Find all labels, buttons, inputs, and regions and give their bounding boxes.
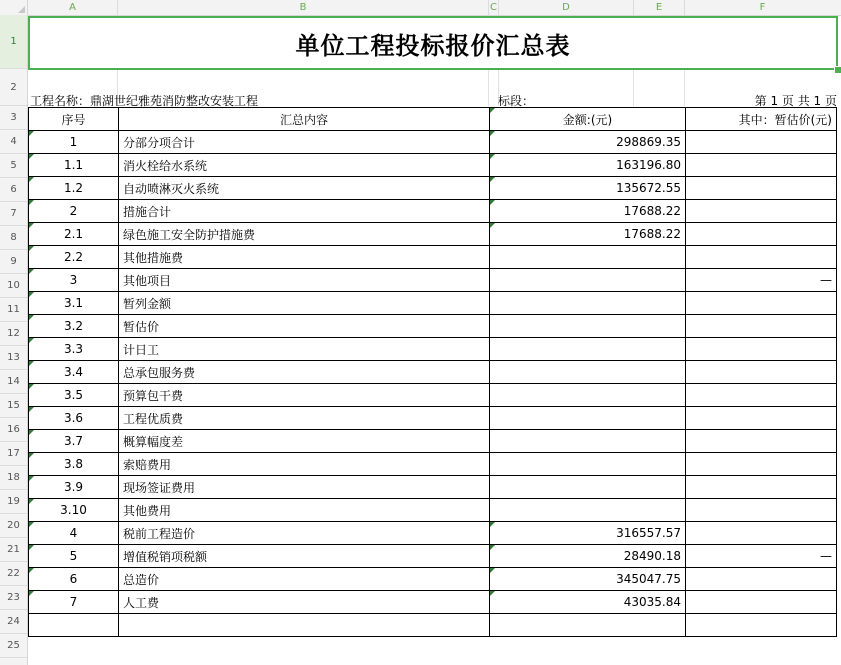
select-all-corner[interactable] (0, 0, 28, 15)
row-header[interactable]: 25 (0, 634, 27, 658)
fill-handle[interactable] (834, 66, 841, 74)
amount-cell-text: 28490.18 (623, 549, 681, 563)
number-stored-as-text-indicator (29, 499, 34, 504)
table-row (29, 361, 837, 384)
seq-cell-text: 3.2 (63, 319, 84, 333)
table-row (29, 269, 837, 292)
row-header[interactable]: 23 (0, 586, 27, 610)
amount-cell-text: 17688.22 (623, 227, 681, 241)
amount-cell[interactable] (490, 177, 686, 200)
content-cell[interactable]: 计日工 (119, 338, 490, 361)
number-stored-as-text-indicator (490, 131, 495, 136)
estimate-cell[interactable] (686, 568, 837, 591)
seq-cell[interactable] (29, 407, 119, 430)
amount-cell[interactable] (490, 453, 686, 476)
summary-table (28, 107, 837, 637)
table-row (29, 315, 837, 338)
header-amount-text: 金额:(元) (562, 112, 613, 127)
amount-cell[interactable] (490, 200, 686, 223)
seq-cell[interactable] (29, 430, 119, 453)
number-stored-as-text-indicator (29, 338, 34, 343)
gridline (488, 70, 489, 106)
amount-cell-text: 316557.57 (616, 526, 681, 540)
table-row (29, 223, 837, 246)
content-cell[interactable]: 税前工程造价 (119, 522, 490, 545)
estimate-cell[interactable] (686, 177, 837, 200)
table-row (29, 499, 837, 522)
row-header[interactable]: 4 (0, 130, 27, 154)
number-stored-as-text-indicator (490, 591, 495, 596)
content-cell[interactable]: 分部分项合计 (119, 131, 490, 154)
estimate-cell[interactable] (686, 200, 837, 223)
row-header[interactable]: 19 (0, 490, 27, 514)
row-header[interactable]: 9 (0, 250, 27, 274)
table-row (29, 154, 837, 177)
number-stored-as-text-indicator (490, 108, 495, 113)
number-stored-as-text-indicator (29, 200, 34, 205)
sheet-grid[interactable] (28, 16, 841, 665)
seq-cell[interactable] (29, 131, 119, 154)
number-stored-as-text-indicator (490, 568, 495, 573)
amount-cell[interactable] (490, 361, 686, 384)
empty-cell[interactable] (119, 614, 490, 637)
table-row (29, 430, 837, 453)
number-stored-as-text-indicator (29, 246, 34, 251)
row-header[interactable]: 6 (0, 178, 27, 202)
column-header-a[interactable]: A (28, 0, 118, 15)
table-row (29, 522, 837, 545)
seq-cell-text: 3.7 (63, 434, 84, 448)
estimate-cell[interactable] (686, 453, 837, 476)
header-seq[interactable]: 序号 (29, 108, 119, 131)
seq-cell-text: 3.5 (63, 388, 84, 402)
amount-cell[interactable] (490, 246, 686, 269)
section-label: 标段： (498, 94, 535, 108)
amount-cell[interactable] (490, 131, 686, 154)
row-header[interactable]: 10 (0, 274, 27, 298)
table-row (29, 384, 837, 407)
header-amount[interactable] (490, 108, 686, 131)
number-stored-as-text-indicator (29, 545, 34, 550)
number-stored-as-text-indicator (29, 315, 34, 320)
table-row (29, 407, 837, 430)
table-row (29, 292, 837, 315)
estimate-cell[interactable] (686, 384, 837, 407)
row-header[interactable]: 18 (0, 466, 27, 490)
seq-cell-text: 3.9 (63, 480, 84, 494)
row-header[interactable]: 7 (0, 202, 27, 226)
seq-cell-text: 4 (69, 526, 78, 540)
table-row (29, 200, 837, 223)
estimate-cell[interactable]: — (686, 269, 837, 292)
seq-cell[interactable] (29, 453, 119, 476)
seq-cell-text: 3.10 (60, 503, 87, 517)
seq-cell-text: 2.2 (63, 250, 84, 264)
content-cell[interactable]: 暂估价 (119, 315, 490, 338)
seq-cell-text: 5 (69, 549, 78, 563)
seq-cell-text: 1.1 (63, 158, 84, 172)
amount-cell[interactable] (490, 476, 686, 499)
row-header[interactable]: 14 (0, 370, 27, 394)
amount-cell[interactable] (490, 315, 686, 338)
estimate-cell[interactable] (686, 292, 837, 315)
project-name: 工程名称：鼎湖世纪雅苑消防整改安装工程 (30, 94, 259, 108)
seq-cell-text: 3 (69, 273, 78, 287)
row-header[interactable]: 21 (0, 538, 27, 562)
seq-cell[interactable] (29, 269, 119, 292)
row-header[interactable]: 15 (0, 394, 27, 418)
estimate-cell[interactable] (686, 223, 837, 246)
seq-cell-text: 2 (69, 204, 78, 218)
table-row (29, 246, 837, 269)
amount-cell-text: 17688.22 (623, 204, 681, 218)
number-stored-as-text-indicator (490, 522, 495, 527)
content-cell[interactable]: 概算幅度差 (119, 430, 490, 453)
content-cell[interactable]: 现场签证费用 (119, 476, 490, 499)
amount-cell[interactable] (490, 223, 686, 246)
number-stored-as-text-indicator (29, 476, 34, 481)
table-row (29, 476, 837, 499)
amount-cell[interactable] (490, 292, 686, 315)
amount-cell[interactable] (490, 154, 686, 177)
empty-cell[interactable] (29, 614, 119, 637)
row-header[interactable]: 22 (0, 562, 27, 586)
report-title: 单位工程投标报价汇总表 (295, 31, 571, 60)
empty-cell[interactable] (686, 614, 837, 637)
seq-cell-text: 1 (69, 135, 78, 149)
row-header[interactable]: 24 (0, 610, 27, 634)
seq-cell-text: 3.3 (63, 342, 84, 356)
seq-cell[interactable] (29, 246, 119, 269)
row-header[interactable]: 3 (0, 106, 27, 130)
seq-cell-text: 6 (69, 572, 78, 586)
table-row (29, 453, 837, 476)
column-header-c[interactable]: C (489, 0, 499, 15)
number-stored-as-text-indicator (490, 545, 495, 550)
header-estimate[interactable]: 其中：暂估价(元) (686, 108, 837, 131)
number-stored-as-text-indicator (29, 453, 34, 458)
table-row-empty (29, 614, 837, 637)
row-header[interactable]: 5 (0, 154, 27, 178)
row-header[interactable]: 12 (0, 322, 27, 346)
amount-cell[interactable] (490, 338, 686, 361)
content-cell[interactable]: 暂列金额 (119, 292, 490, 315)
seq-cell[interactable] (29, 568, 119, 591)
amount-cell-text: 298869.35 (616, 135, 681, 149)
row-header[interactable]: 11 (0, 298, 27, 322)
number-stored-as-text-indicator (490, 154, 495, 159)
seq-cell[interactable] (29, 545, 119, 568)
content-cell[interactable]: 消火栓给水系统 (119, 154, 490, 177)
seq-cell[interactable] (29, 591, 119, 614)
amount-cell[interactable] (490, 384, 686, 407)
column-header-e[interactable]: E (634, 0, 685, 15)
estimate-cell[interactable] (686, 154, 837, 177)
table-row (29, 338, 837, 361)
row-header[interactable]: 20 (0, 514, 27, 538)
estimate-cell[interactable]: — (686, 545, 837, 568)
amount-cell[interactable] (490, 568, 686, 591)
content-cell[interactable]: 预算包干费 (119, 384, 490, 407)
row-header[interactable]: 16 (0, 418, 27, 442)
estimate-cell[interactable] (686, 338, 837, 361)
content-cell[interactable]: 自动喷淋灭火系统 (119, 177, 490, 200)
gridline (633, 70, 634, 106)
seq-cell[interactable] (29, 223, 119, 246)
seq-cell[interactable] (29, 522, 119, 545)
number-stored-as-text-indicator (29, 131, 34, 136)
table-row (29, 131, 837, 154)
table-row (29, 568, 837, 591)
amount-cell-text: 43035.84 (623, 595, 681, 609)
seq-cell[interactable] (29, 200, 119, 223)
number-stored-as-text-indicator (29, 361, 34, 366)
content-cell[interactable]: 人工费 (119, 591, 490, 614)
estimate-cell[interactable] (686, 246, 837, 269)
number-stored-as-text-indicator (29, 177, 34, 182)
empty-cell[interactable] (490, 614, 686, 637)
table-header-row (29, 108, 837, 131)
content-cell[interactable]: 总承包服务费 (119, 361, 490, 384)
amount-cell[interactable] (490, 269, 686, 292)
amount-cell-text: 163196.80 (616, 158, 681, 172)
seq-cell-text: 2.1 (63, 227, 84, 241)
number-stored-as-text-indicator (29, 430, 34, 435)
seq-cell-text: 3.6 (63, 411, 84, 425)
seq-cell[interactable] (29, 177, 119, 200)
number-stored-as-text-indicator (29, 292, 34, 297)
number-stored-as-text-indicator (29, 384, 34, 389)
content-cell[interactable]: 工程优质费 (119, 407, 490, 430)
content-cell[interactable]: 总造价 (119, 568, 490, 591)
content-cell[interactable]: 措施合计 (119, 200, 490, 223)
row-header[interactable]: 2 (0, 69, 27, 106)
number-stored-as-text-indicator (29, 568, 34, 573)
content-cell[interactable]: 其他费用 (119, 499, 490, 522)
row-header[interactable]: 8 (0, 226, 27, 250)
row-header[interactable]: 13 (0, 346, 27, 370)
row-header[interactable]: 1 (0, 15, 27, 69)
seq-cell-text: 3.4 (63, 365, 84, 379)
content-cell[interactable]: 绿色施工安全防护措施费 (119, 223, 490, 246)
seq-cell[interactable] (29, 292, 119, 315)
select-all-icon (18, 6, 25, 13)
number-stored-as-text-indicator (29, 269, 34, 274)
amount-cell[interactable] (490, 430, 686, 453)
estimate-cell[interactable] (686, 430, 837, 453)
seq-cell-text: 7 (69, 595, 78, 609)
seq-cell[interactable] (29, 384, 119, 407)
column-header-f[interactable]: F (759, 2, 766, 13)
estimate-cell[interactable] (686, 476, 837, 499)
header-content[interactable]: 汇总内容 (119, 108, 490, 131)
column-header-d[interactable]: D (499, 0, 634, 15)
content-cell[interactable]: 增值税销项税额 (119, 545, 490, 568)
amount-cell[interactable] (490, 407, 686, 430)
column-header-bar (0, 0, 841, 16)
estimate-cell[interactable] (686, 591, 837, 614)
amount-cell[interactable] (490, 591, 686, 614)
number-stored-as-text-indicator (490, 177, 495, 182)
amount-cell-text: 345047.75 (616, 572, 681, 586)
number-stored-as-text-indicator (29, 407, 34, 412)
table-row (29, 545, 837, 568)
seq-cell[interactable] (29, 338, 119, 361)
seq-cell-text: 3.1 (63, 296, 84, 310)
seq-cell-text: 3.8 (63, 457, 84, 471)
gridline (684, 70, 685, 106)
seq-cell[interactable] (29, 499, 119, 522)
estimate-cell[interactable] (686, 131, 837, 154)
number-stored-as-text-indicator (29, 154, 34, 159)
amount-cell[interactable] (490, 545, 686, 568)
title-cell[interactable] (28, 16, 838, 70)
page-indicator: 第 1 页 共 1 页 (754, 94, 837, 108)
amount-cell[interactable] (490, 499, 686, 522)
seq-cell[interactable] (29, 154, 119, 177)
estimate-cell[interactable] (686, 315, 837, 338)
content-cell[interactable]: 其他措施费 (119, 246, 490, 269)
number-stored-as-text-indicator (29, 591, 34, 596)
amount-cell[interactable] (490, 522, 686, 545)
estimate-cell[interactable] (686, 522, 837, 545)
row-header-bar (0, 15, 28, 665)
number-stored-as-text-indicator (29, 522, 34, 527)
amount-cell-text: 135672.55 (616, 181, 681, 195)
estimate-cell[interactable] (686, 407, 837, 430)
column-header-b[interactable]: B (118, 0, 489, 15)
seq-cell[interactable] (29, 315, 119, 338)
estimate-cell[interactable] (686, 361, 837, 384)
row-header[interactable]: 17 (0, 442, 27, 466)
number-stored-as-text-indicator (29, 223, 34, 228)
number-stored-as-text-indicator (490, 223, 495, 228)
table-row (29, 177, 837, 200)
seq-cell[interactable] (29, 476, 119, 499)
table-row (29, 591, 837, 614)
content-cell[interactable]: 其他项目 (119, 269, 490, 292)
seq-cell-text: 1.2 (63, 181, 84, 195)
content-cell[interactable]: 索赔费用 (119, 453, 490, 476)
seq-cell[interactable] (29, 361, 119, 384)
estimate-cell[interactable] (686, 499, 837, 522)
number-stored-as-text-indicator (490, 200, 495, 205)
